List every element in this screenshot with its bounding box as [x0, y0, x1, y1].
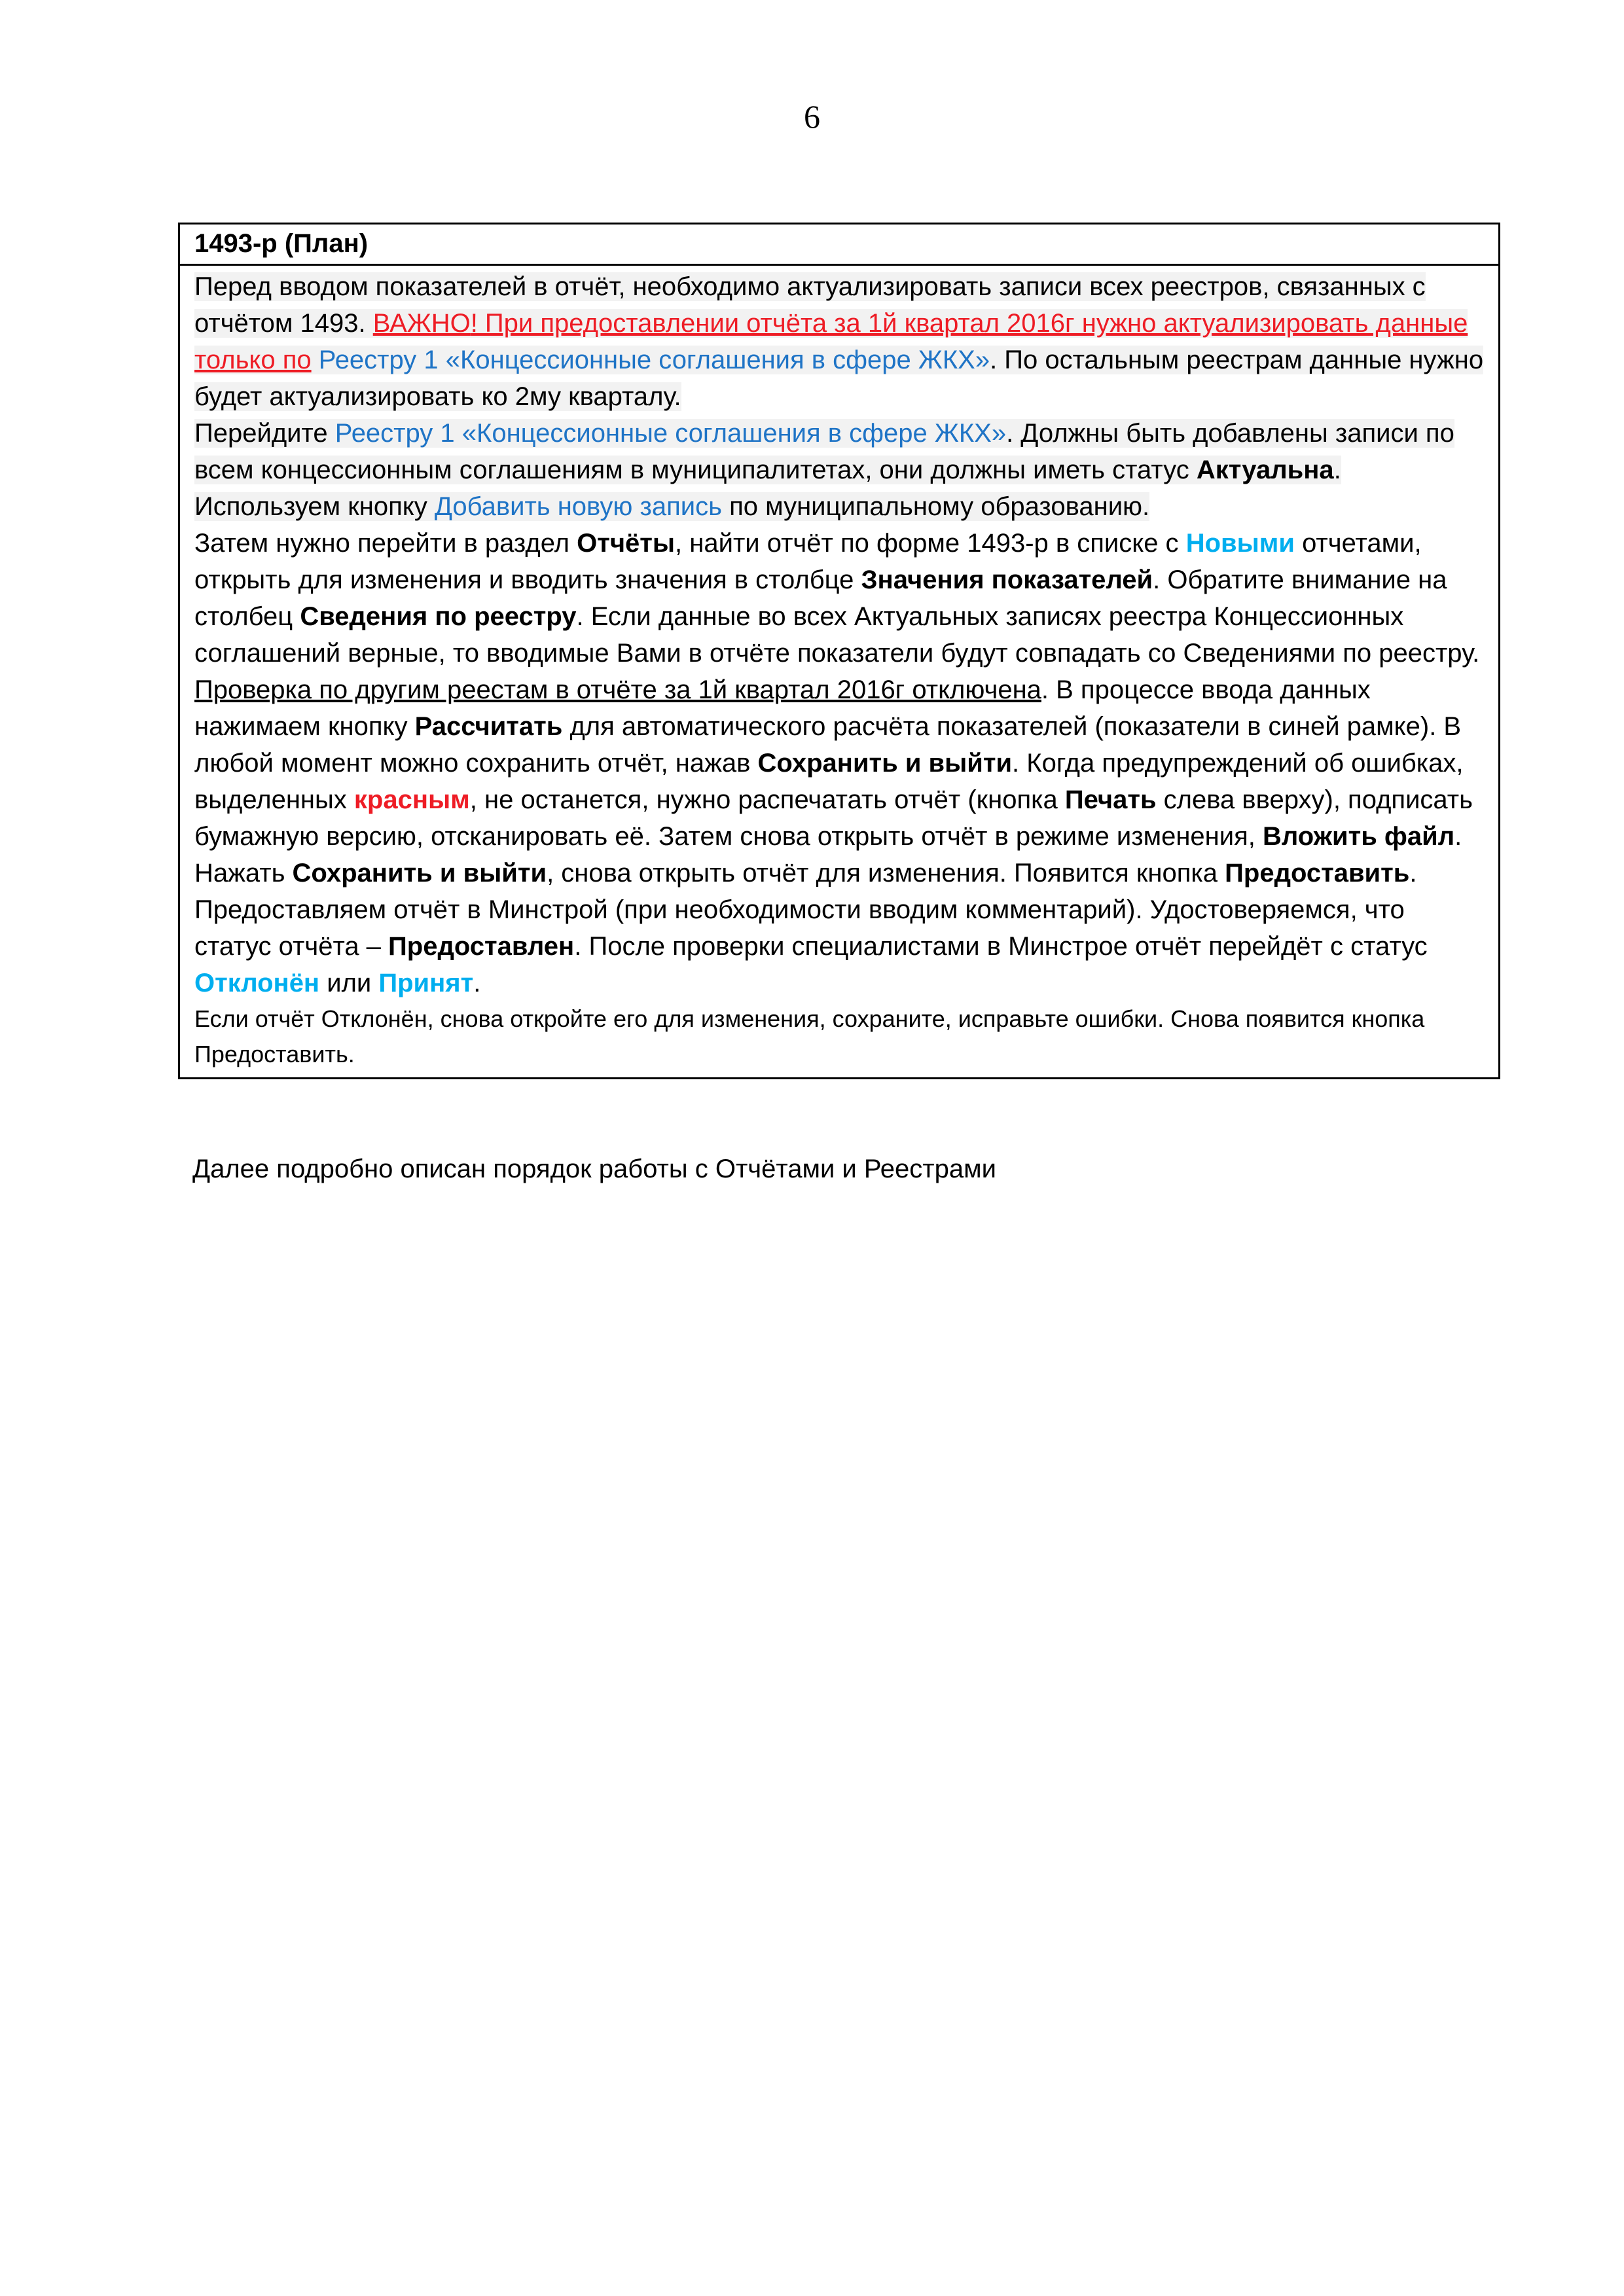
intro-rest: . По остальным реестрам данные нужно будет актуализировать ко 2му кварталу.: [194, 346, 1484, 411]
important-text: ! При предоставлении отчёта за 1й квартал 2016г нужно актуализировать данные только по: [194, 309, 1468, 374]
reports-section: Отчёты: [577, 529, 676, 558]
use-button-text: Используем кнопку: [194, 492, 427, 521]
save-exit-label: Сохранить и выйти: [757, 749, 1013, 778]
text: . Когда предупреждений об ошибках, выделенных: [194, 749, 1464, 814]
text: . Нажать: [194, 822, 1462, 888]
red-word: красным: [353, 785, 470, 814]
period: .: [1333, 456, 1341, 484]
box-title: 1493-р (План): [180, 224, 1498, 266]
registry-column: Сведения по реестру: [300, 602, 577, 631]
text: . В процессе ввода данных нажимаем кнопку: [194, 675, 1371, 741]
text: Затем нужно перейти в раздел: [194, 529, 569, 558]
new-status: Новыми: [1185, 529, 1295, 558]
provided-status: Предоставлен: [388, 932, 575, 961]
text: , не останется, нужно распечатать отчёт (кнопка: [469, 785, 1058, 814]
paragraph-rejected: Если отчёт Отклонён, снова откройте его для изменения, сохраните, исправьте ошибки. Снова появится кнопка Предоставить.: [194, 1005, 1425, 1067]
add-record-link[interactable]: Добавить новую запись: [434, 492, 722, 521]
footer-text: Далее подробно описан порядок работы с Отчётами и Реестрами: [192, 1155, 996, 1183]
check-disabled-note: Проверка по другим реестам в отчёте за 1й квартал 2016г отключена: [194, 675, 1041, 704]
text: для автоматического расчёта показателей (показатели в синей рамке). В любой момент можно сохранить отчёт, нажав: [194, 712, 1462, 778]
text: . Обратите внимание на столбец: [194, 565, 1447, 631]
status-actual: Актуальна: [1196, 456, 1334, 484]
paragraph-add-record: [194, 488, 1485, 525]
intro-text: Перед вводом показателей в отчёт, необходимо актуализировать записи всех реестров, связанных с отчётом 1493.: [194, 272, 1426, 338]
provide-label: Предоставить: [1225, 859, 1410, 888]
go-to-text: Перейдите: [194, 419, 328, 448]
registry-1-link[interactable]: Реестру 1 «Концессионные соглашения в сфере ЖКХ»: [318, 346, 990, 374]
attach-file-label: Вложить файл: [1262, 822, 1455, 851]
text: слева вверху), подписать бумажную версию, отсканировать её. Затем снова открыть отчёт в режиме изменения,: [194, 785, 1473, 851]
text: или: [327, 969, 372, 997]
values-column: Значения показателей: [861, 565, 1153, 594]
calculate-button-label: Рассчитать: [414, 712, 563, 741]
text: .: [473, 969, 481, 997]
print-label: Печать: [1064, 785, 1157, 814]
accepted-status: Принят: [378, 969, 474, 997]
box-body: [180, 266, 1498, 1077]
text: . После проверки специалистами в Минстрое отчёт перейдёт с статус: [574, 932, 1428, 961]
text: , найти отчёт по форме 1493-р в списке с: [675, 529, 1179, 558]
paragraph-reports: [194, 525, 1485, 1001]
text: . Предоставляем отчёт в Минстрой (при необходимости вводим комментарий). Удостоверяемся, что статус отчёта –: [194, 859, 1417, 961]
instruction-box: [178, 223, 1500, 1079]
rejected-status: Отклонён: [194, 969, 320, 997]
paragraph-go-to-registry: [194, 415, 1485, 488]
important-label: ВАЖНО: [372, 309, 471, 338]
text: отчетами, открыть для изменения и вводить значения в столбце: [194, 529, 1422, 594]
text: . Если данные во всех Актуальных записях реестра Концессионных соглашений верные, то вводимые Вами в отчёте показатели будут совпадать со Сведениями по реестру.: [194, 602, 1480, 668]
by-municipality-text: по муниципальному образованию.: [729, 492, 1150, 521]
page-number: 6: [804, 98, 820, 135]
registry-records-text: . Должны быть добавлены записи по всем концессионным соглашениям в муниципалитетах, они должны иметь статус: [194, 419, 1454, 484]
paragraph-intro: [194, 268, 1485, 415]
registry-1-link-2[interactable]: Реестру 1 «Концессионные соглашения в сфере ЖКХ»: [334, 419, 1007, 448]
save-exit-label-2: Сохранить и выйти: [292, 859, 547, 888]
text: , снова открыть отчёт для изменения. Появится кнопка: [547, 859, 1218, 888]
